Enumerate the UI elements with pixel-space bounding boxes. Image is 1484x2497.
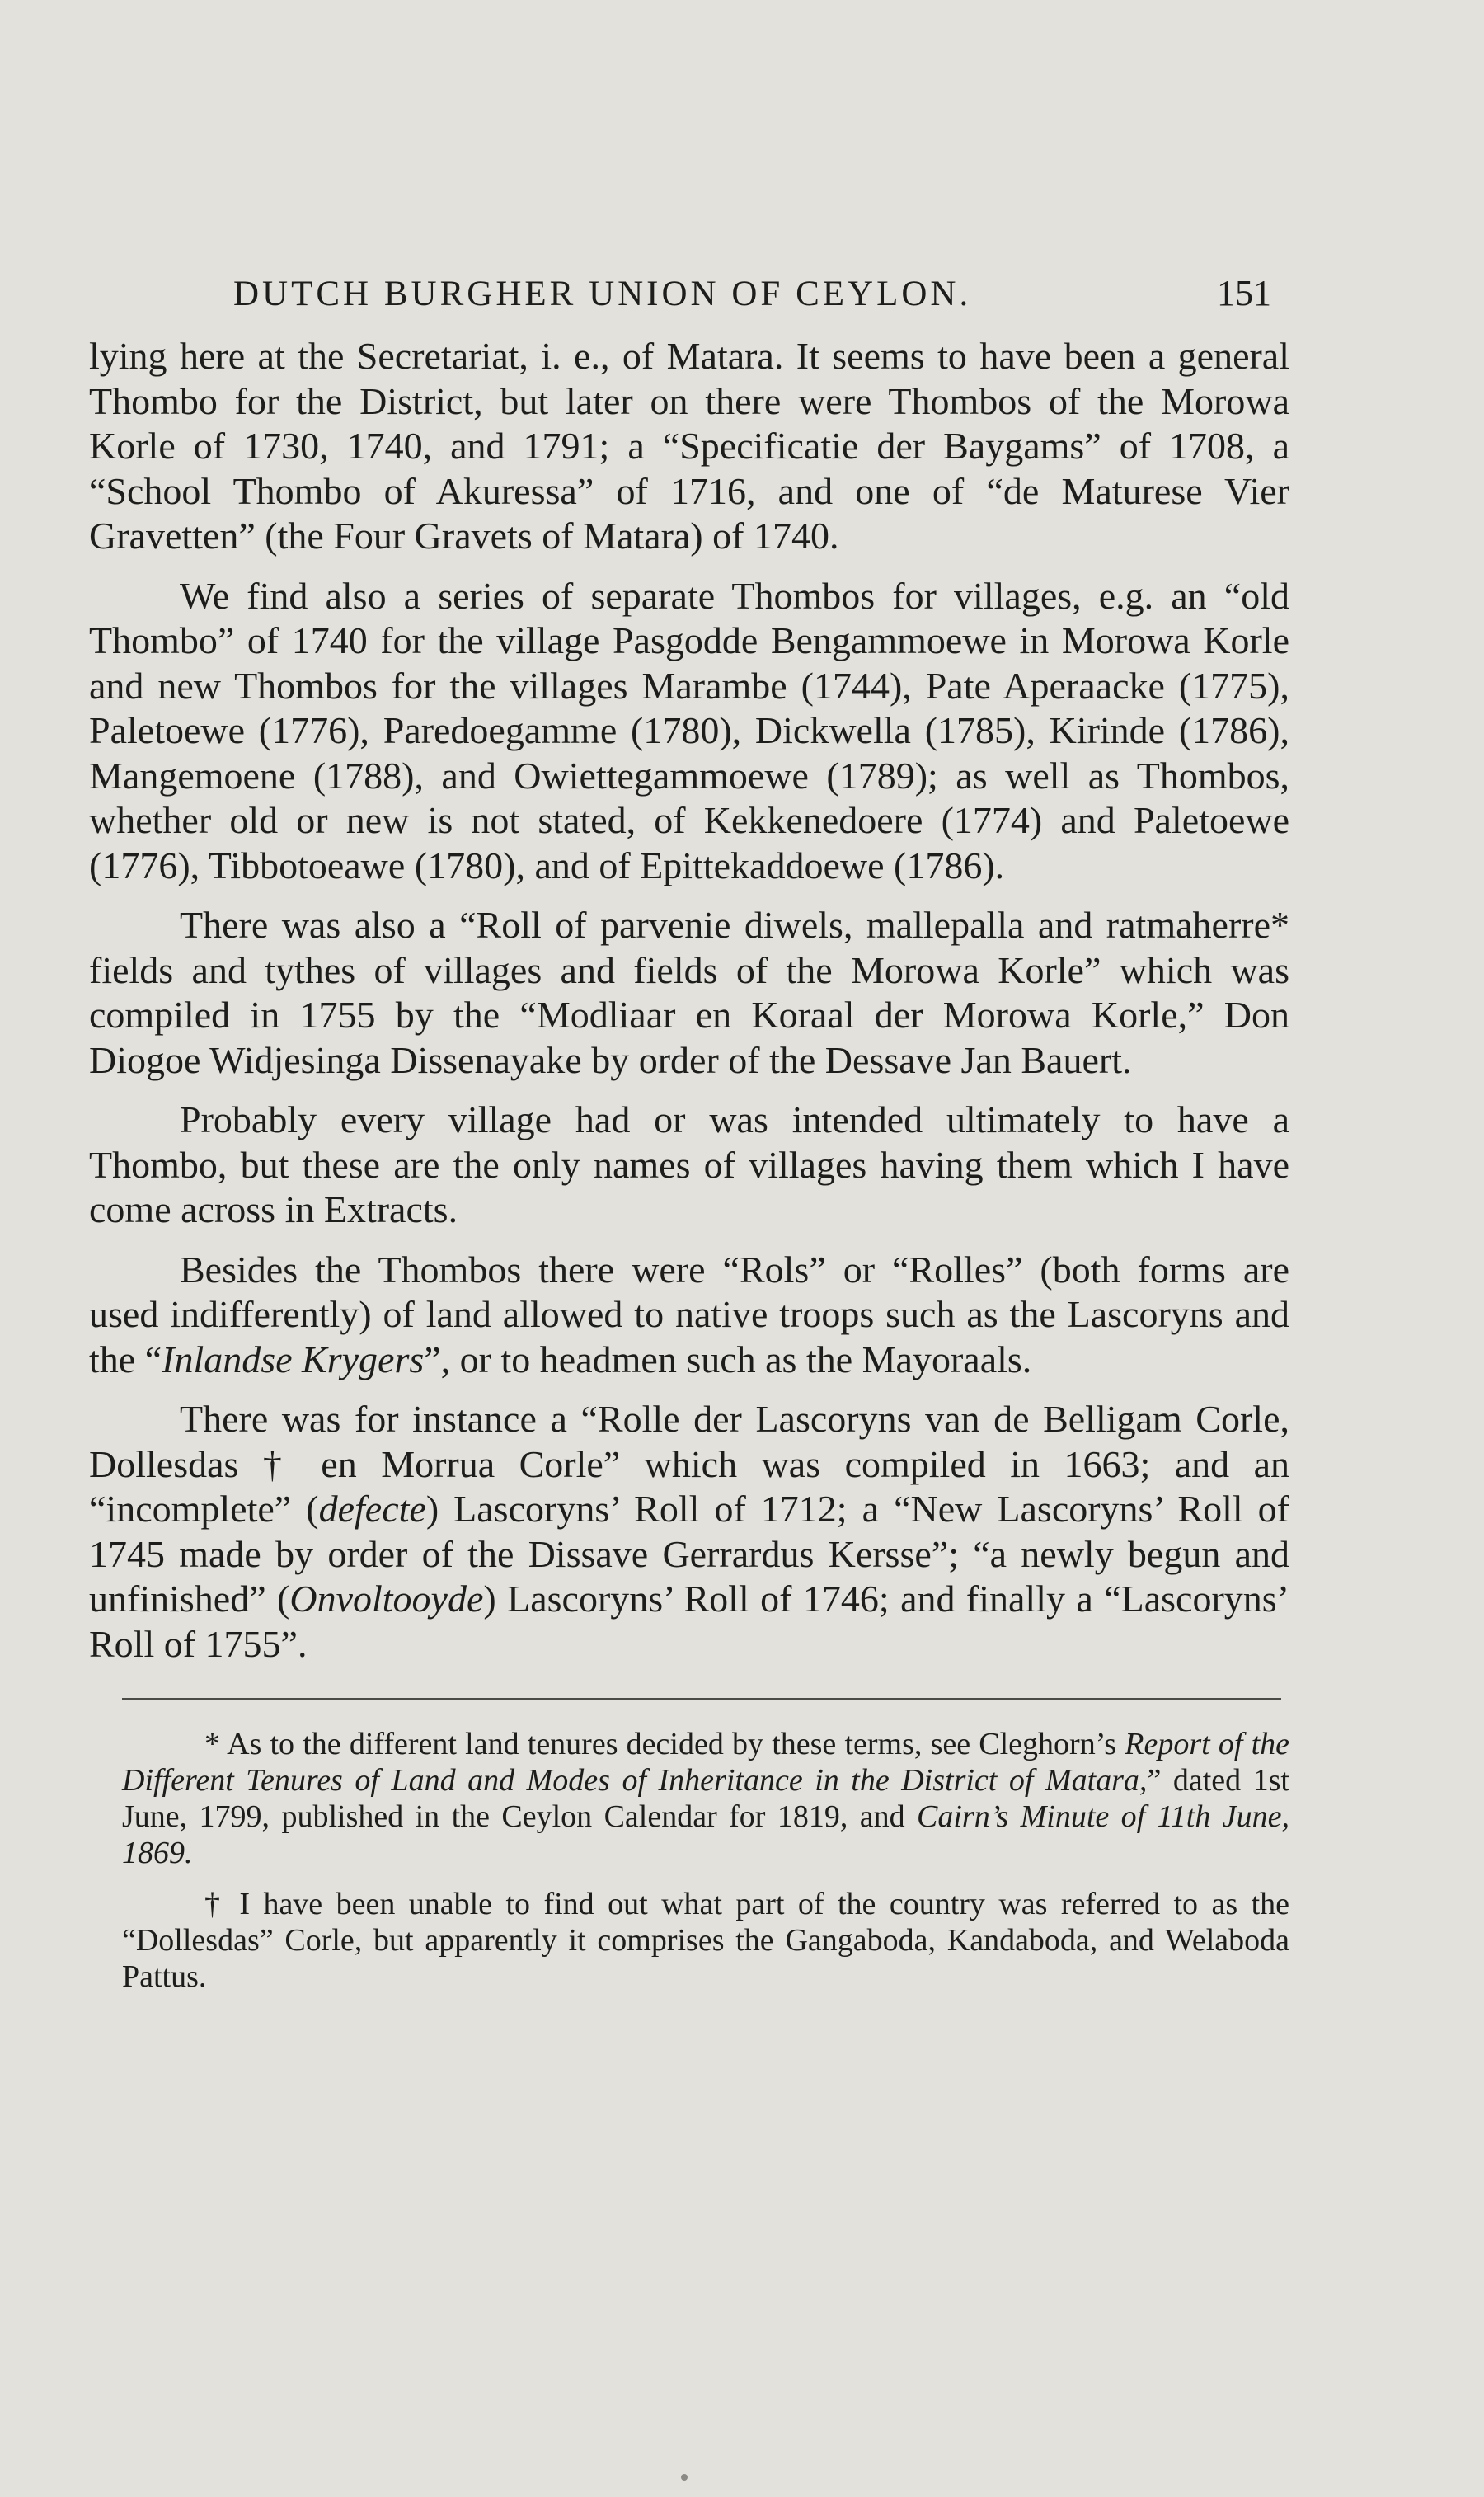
running-head xyxy=(89,272,1289,314)
footnote-1-italic-1: Report of the Different Tenures of Land and Modes of Inheritance in the District of Matara, xyxy=(122,1727,1290,1798)
paragraph-1: lying here at the Secretariat, i. e., of Matara. It seems to have been a general Thombo for the District, but later on there were Thombos of the Morowa Korle of 1730, 1740, and 1791; a “Specificatie der Baygams” of 1708, a “School Thombo of Akuressa” of 1716, and one of “de Maturese Vier Gravetten” (the Four Gravets of Matara) of 1740. xyxy=(89,335,1289,557)
paragraph-6-text-c: ) Lascoryns’ Roll of 1746; and finally a “Lascoryns’ Roll of 1755”. xyxy=(89,1578,1289,1665)
paragraph-5 xyxy=(89,1248,1289,1383)
paragraph-5-italic: Inlandse Krygers xyxy=(162,1338,425,1380)
footnote-1-text-a: * As to the different land tenures decided by these terms, see Cleghorn’s xyxy=(204,1727,1125,1761)
paragraph-5-text-b: ”, or to headmen such as the Mayoraals. xyxy=(424,1338,1032,1380)
footnote-1-italic-2: Cairn’s Minute of 11th June, 1869. xyxy=(122,1799,1289,1870)
paragraph-6 xyxy=(89,1397,1289,1667)
footnote-1 xyxy=(122,1726,1289,1871)
text-block xyxy=(89,272,1289,2010)
running-title: DUTCH BURGHER UNION OF CEYLON. xyxy=(233,275,972,313)
paragraph-6-italic-2: Onvoltooyde xyxy=(289,1578,484,1620)
footnote-divider xyxy=(122,1698,1281,1700)
paragraph-5-text-a: Besides the Thombos there were “Rols” or “Rolles” (both forms are used indifferently) of land allowed to native troops such as the Lascoryns and the “ xyxy=(89,1248,1289,1380)
paragraph-6-italic-1: defecte xyxy=(318,1488,426,1530)
page-speck xyxy=(681,2474,688,2481)
footnote-2: † I have been unable to find out what part of the country was referred to as the “Dollesdas” Corle, but apparently it comprises the Gangaboda, Kandaboda, and Welaboda Pattus. xyxy=(122,1887,1289,1994)
paragraph-2: We find also a series of separate Thombos for villages, e.g. an “old Thombo” of 1740 for the village Pasgodde Bengammoewe in Morowa Korle and new Thombos for the villages Marambe (1744), Pate Aperaacke (1775), Paletoewe (1776), Paredoegamme (1780), Dickwella (1785), Kirinde (1786), Mangemoene (1788), and Owiettegammoewe (1789); as well as Thombos, whether old or new is not stated, of Kekkenedoere (1774) and Paletoewe (1776), Tibbotoeawe (1780), and of Epittekaddoewe (1786). xyxy=(89,574,1289,886)
footnote-1-text-b: ” dated 1st June, 1799, published in the Ceylon Calendar for 1819, and xyxy=(122,1763,1289,1834)
page-number: 151 xyxy=(1217,273,1271,313)
paragraph-6-text-a: There was for instance a “Rolle der Lascoryns van de Belligam Corle, Dollesdas † en Morrua Corle” which was compiled in 1663; and an “incomplete” ( xyxy=(89,1398,1289,1530)
paragraph-6-text-b: ) Lascoryns’ Roll of 1712; a “New Lascoryns’ Roll of 1745 made by order of the Dissave Gerrardus Kersse”; “a newly begun and unfinished” ( xyxy=(89,1488,1290,1620)
paragraph-4: Probably every village had or was intended ultimately to have a Thombo, but these are the only names of villages having them which I have come across in Extracts. xyxy=(89,1098,1289,1230)
paragraph-3: There was also a “Roll of parvenie diwels, mallepalla and ratmaherre* fields and tythes of villages and fields of the Morowa Korle” which was compiled in 1755 by the “Modliaar en Koraal der Morowa Korle,” Don Diogoe Widjesinga Dissenayake by order of the Dessave Jan Bauert. xyxy=(89,904,1289,1081)
